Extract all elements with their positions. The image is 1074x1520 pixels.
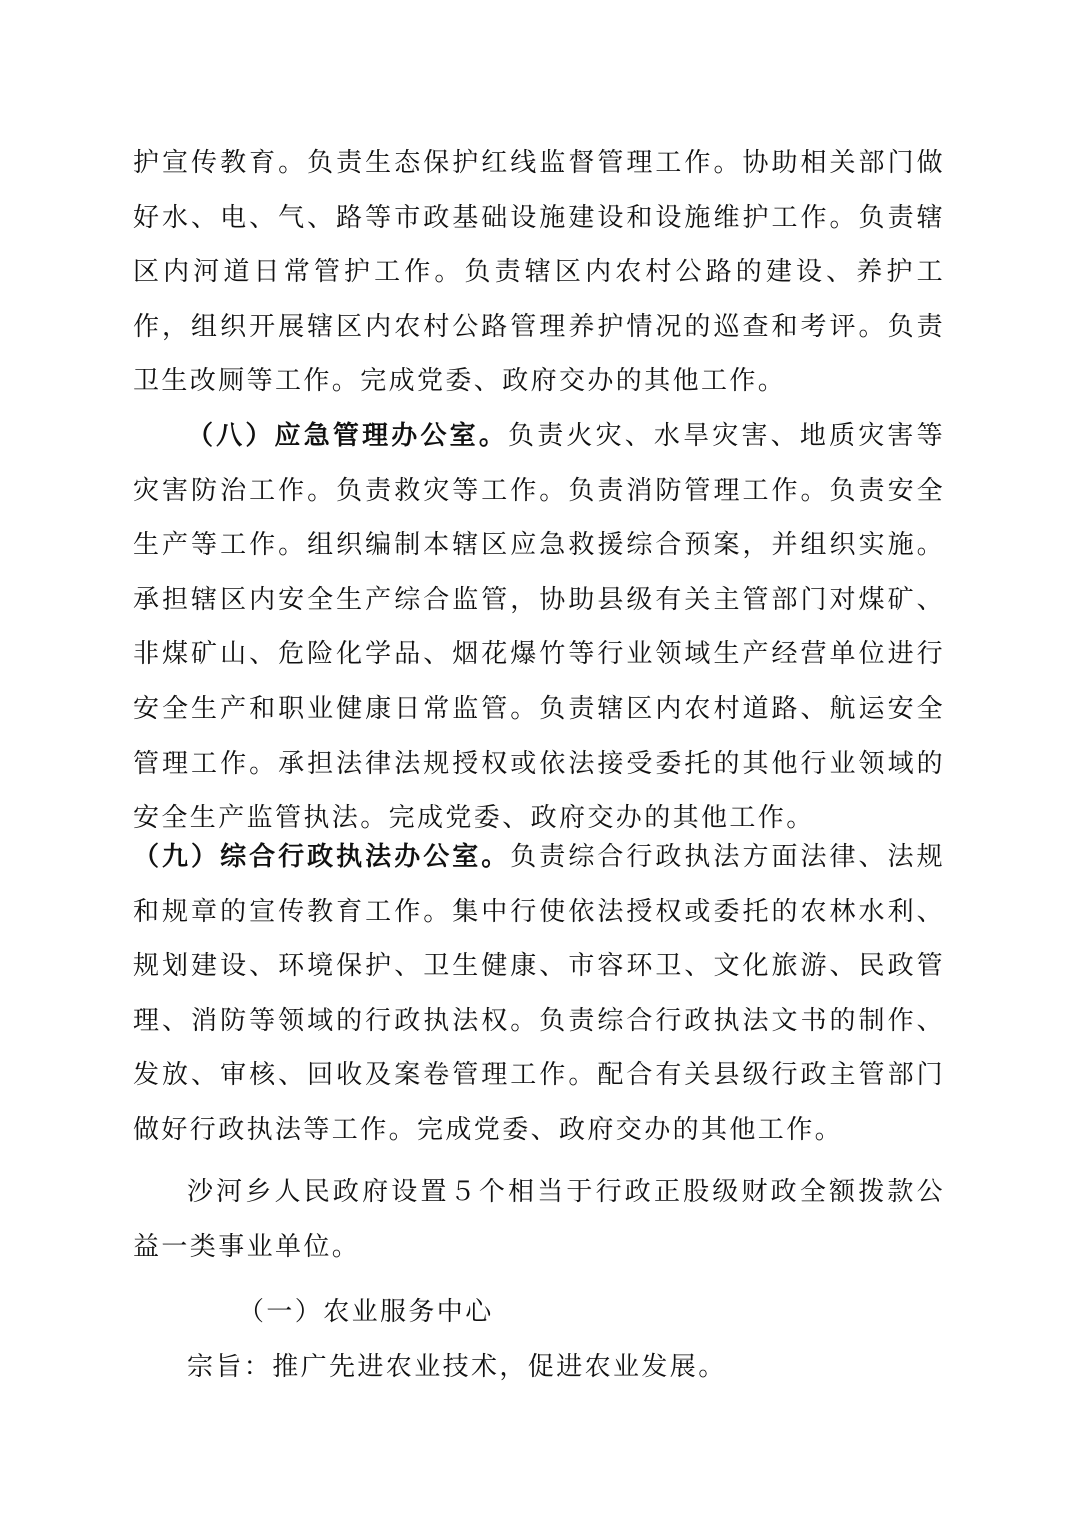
paragraph-body: 护宣传教育。负责生态保护红线监督管理工作。协助相关部门做好水、电、气、路等市政基础设施建设和设施维护工作。负责辖区内河道日常管护工作。负责辖区内农村公路的建设、养护工作，组织开展辖区内农村公路管理养护情况的巡查和考评。负责卫生改厕等工作。完成党委、政府交办的其他工作。 (133, 148, 945, 397)
paragraph-law-enforcement-office (133, 830, 945, 1158)
section-heading: （一）农业服务中心 (238, 1297, 494, 1327)
section-heading: （八）应急管理办公室。 (187, 421, 509, 451)
paragraph-body: 宗旨：推广先进农业技术，促进农业发展。 (187, 1352, 727, 1382)
paragraph-emergency-management-office (133, 409, 945, 846)
paragraph-body: 沙河乡人民政府设置５个相当于行政正股级财政全额拨款公益一类事业单位。 (133, 1177, 945, 1262)
paragraph-purpose (187, 1340, 887, 1395)
section-heading: （九）综合行政执法办公室。 (133, 842, 511, 872)
paragraph-body: 负责火灾、水旱灾害、地质灾害等灾害防治工作。负责救灾等工作。负责消防管理工作。负责安全生产等工作。组织编制本辖区应急救援综合预案，并组织实施。承担辖区内安全生产综合监管，协助县级有关主管部门对煤矿、非煤矿山、危险化学品、烟花爆竹等行业领域生产经营单位进行安全生产和职业健康日常监管。负责辖区内农村道路、航运安全管理工作。承担法律法规授权或依法接受委托的其他行业领域的安全生产监管执法。完成党委、政府交办的其他工作。 (133, 421, 945, 834)
paragraph-agriculture-center-heading (238, 1285, 838, 1340)
paragraph-body: 负责综合行政执法方面法律、法规和规章的宣传教育工作。集中行使依法授权或委托的农林水利、规划建设、环境保护、卫生健康、市容环卫、文化旅游、民政管理、消防等领域的行政执法权。负责综合行政执法文书的制作、发放、审核、回收及案卷管理工作。配合有关县级行政主管部门做好行政执法等工作。完成党委、政府交办的其他工作。 (133, 842, 945, 1145)
paragraph-continued-duties (133, 136, 945, 409)
paragraph-public-institutions-intro (133, 1165, 945, 1274)
